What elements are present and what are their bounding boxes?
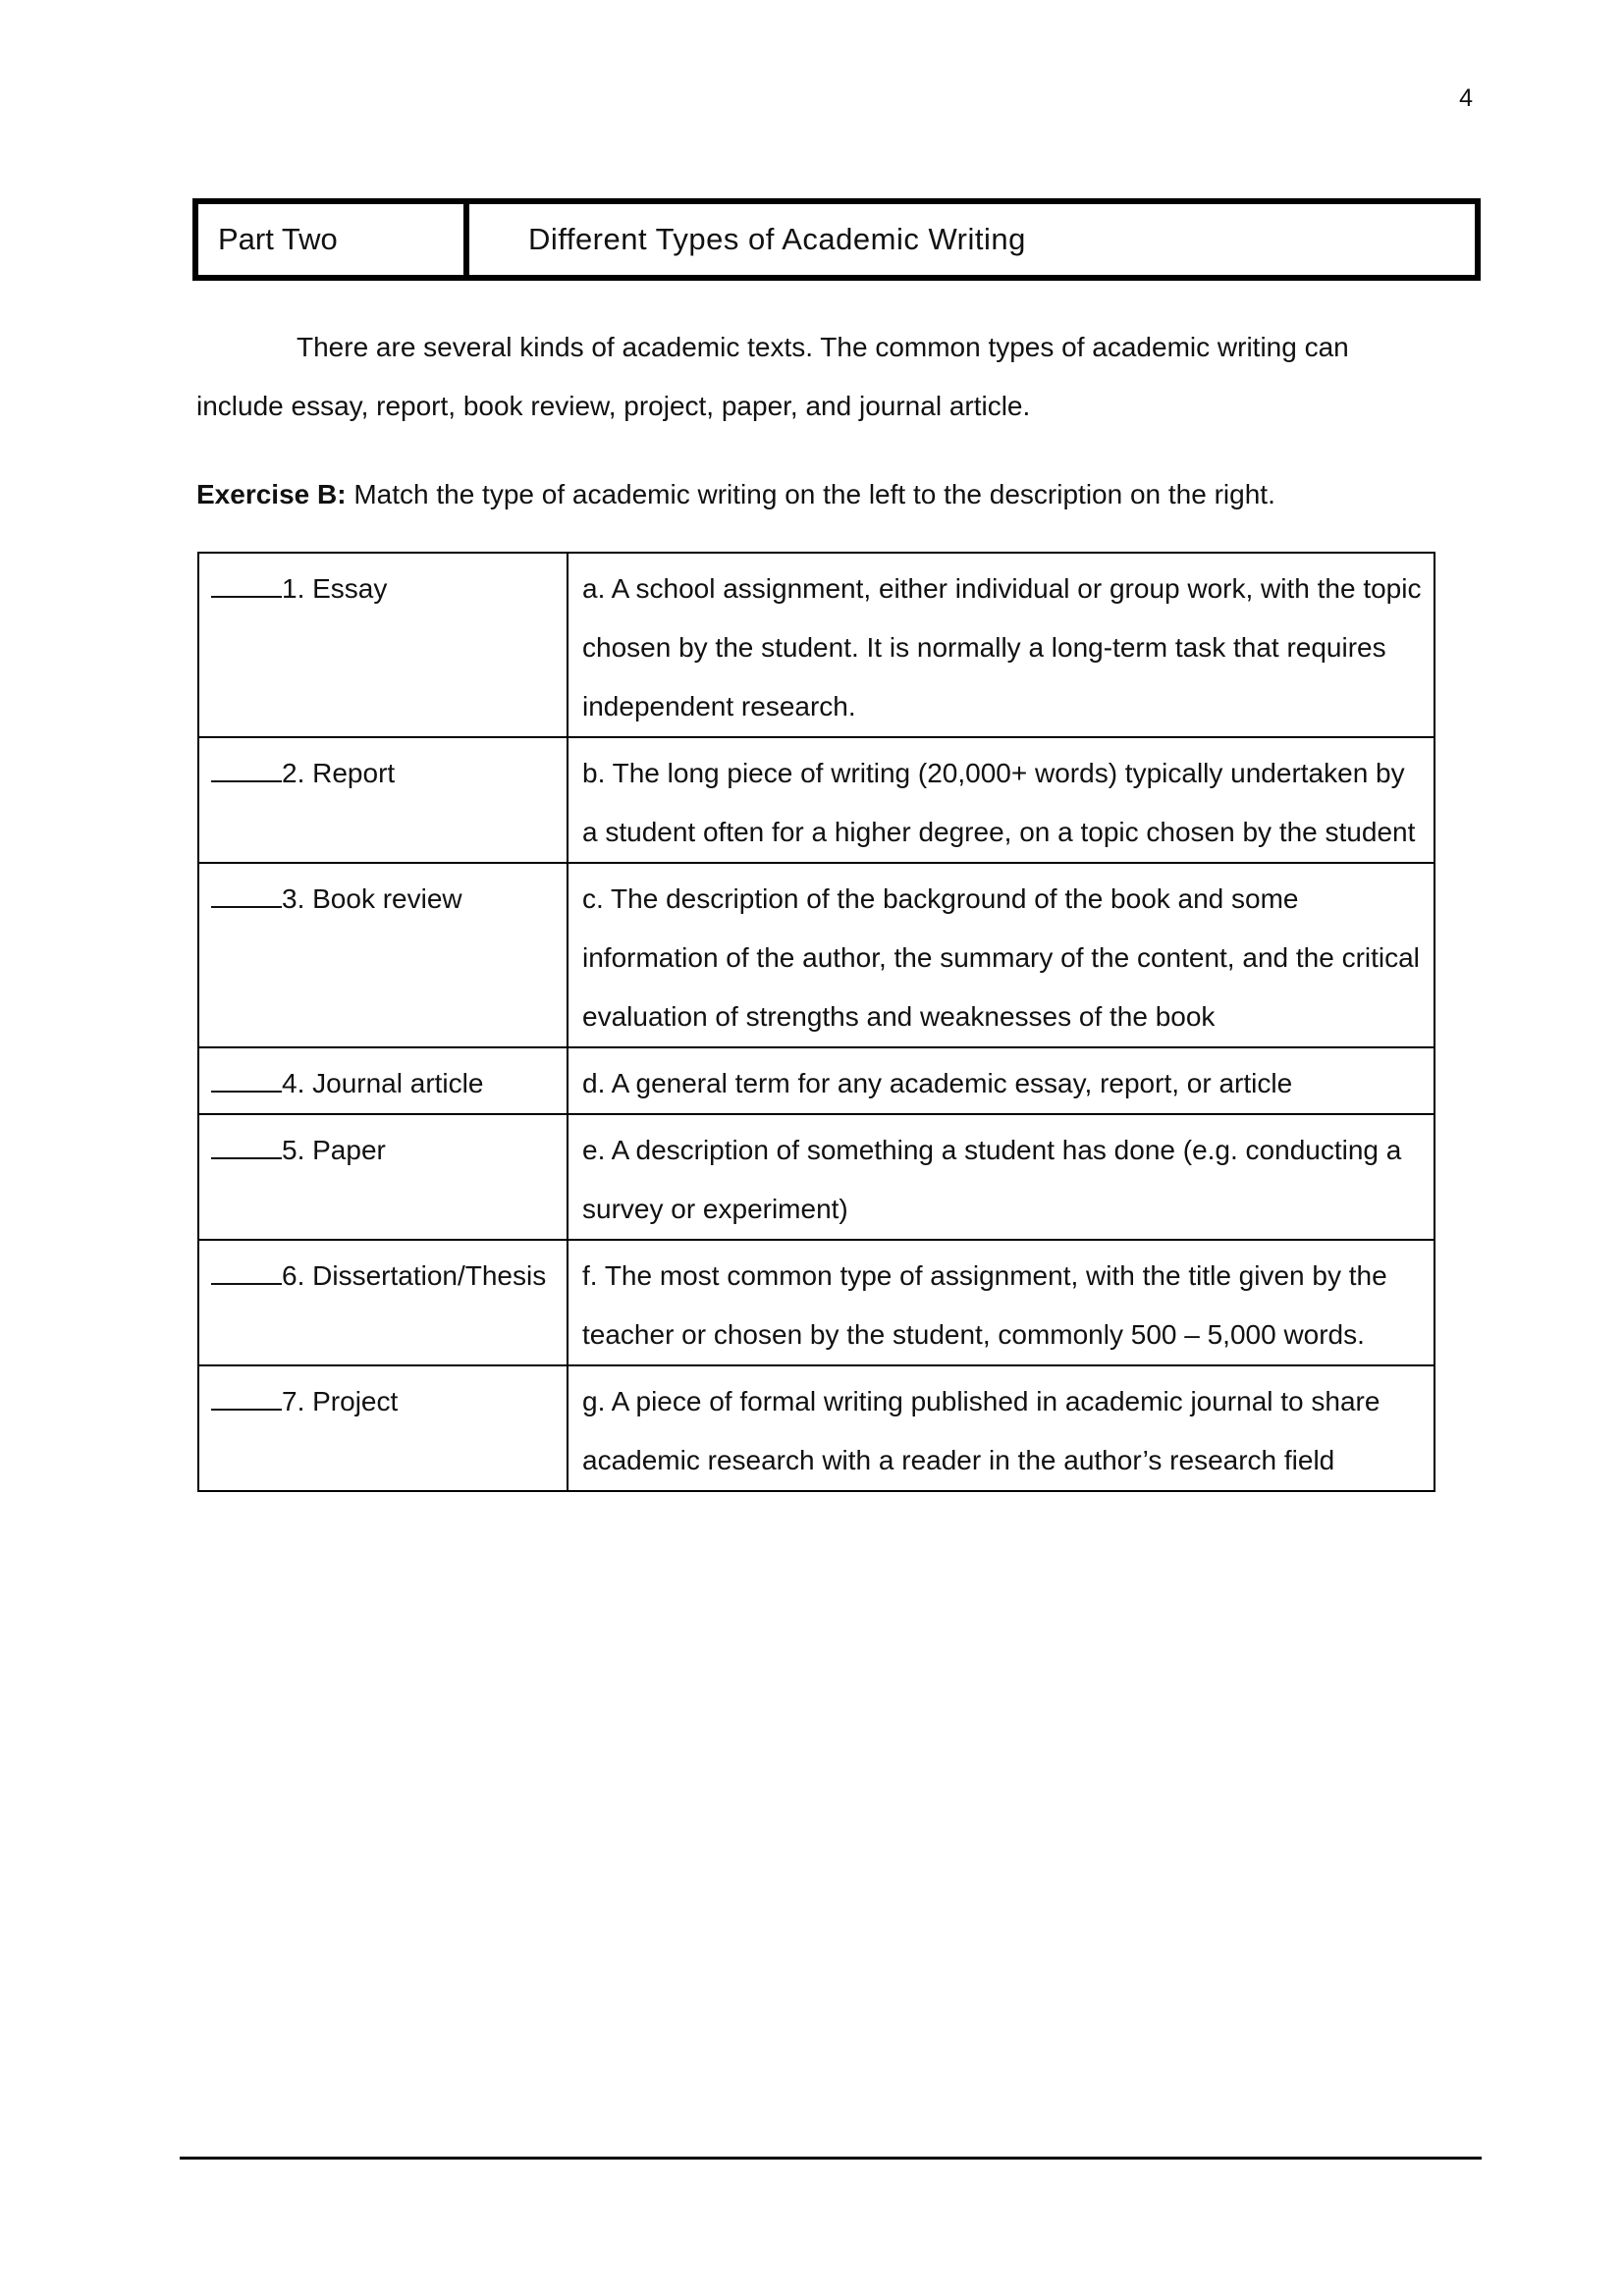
term-label: 6. Dissertation/Thesis [282,1260,547,1291]
section-title: Different Types of Academic Writing [528,222,1026,256]
term-cell [198,1114,568,1240]
answer-blank[interactable] [211,757,282,782]
term-label: 2. Report [282,758,396,788]
part-label: Part Two [198,204,469,275]
description-cell: a. A school assignment, either individual or group work, with the topic chosen by the student. It is normally a long-term task that requires independent research. [568,553,1435,737]
exercise-label: Exercise B: [196,479,347,509]
term-label: 3. Book review [282,883,462,914]
term-cell [198,553,568,737]
description-cell: d. A general term for any academic essay, report, or article [568,1047,1435,1114]
term-label: 1. Essay [282,573,388,604]
answer-blank[interactable] [211,882,282,908]
answer-blank[interactable] [211,1259,282,1285]
description-cell: f. The most common type of assignment, with the title given by the teacher or chosen by the student, commonly 500 – 5,000 words. [568,1240,1435,1365]
page-number: 4 [1459,84,1473,112]
term-cell [198,863,568,1047]
term-cell [198,1365,568,1491]
description-cell: b. The long piece of writing (20,000+ words) typically undertaken by a student often for a higher degree, on a topic chosen by the student [568,737,1435,863]
part-header [192,198,1481,281]
term-cell [198,737,568,863]
table-row [198,863,1435,1047]
answer-blank[interactable] [211,1385,282,1411]
table-row [198,737,1435,863]
table-row [198,1047,1435,1114]
table-row [198,1240,1435,1365]
exercise-text: Match the type of academic writing on the left to the description on the right. [353,479,1275,509]
term-cell [198,1047,568,1114]
answer-blank[interactable] [211,1134,282,1159]
table-row [198,1114,1435,1240]
term-label: 4. Journal article [282,1068,484,1098]
term-cell [198,1240,568,1365]
answer-blank[interactable] [211,572,282,598]
intro-paragraph: There are several kinds of academic texts. The common types of academic writing can include essay, report, book review, project, paper, and journal article. [196,332,1349,421]
description-cell: e. A description of something a student has done (e.g. conducting a survey or experiment) [568,1114,1435,1240]
term-label: 5. Paper [282,1135,386,1165]
term-label: 7. Project [282,1386,399,1416]
footer-divider [180,2157,1482,2160]
description-cell: g. A piece of formal writing published in academic journal to share academic research with a reader in the author’s research field [568,1365,1435,1491]
exercise-instruction [196,475,1473,514]
table-row [198,1365,1435,1491]
table-row [198,553,1435,737]
answer-blank[interactable] [211,1067,282,1093]
matching-table [197,552,1435,1492]
description-cell: c. The description of the background of the book and some information of the author, the summary of the content, and the critical evaluation of strengths and weaknesses of the book [568,863,1435,1047]
